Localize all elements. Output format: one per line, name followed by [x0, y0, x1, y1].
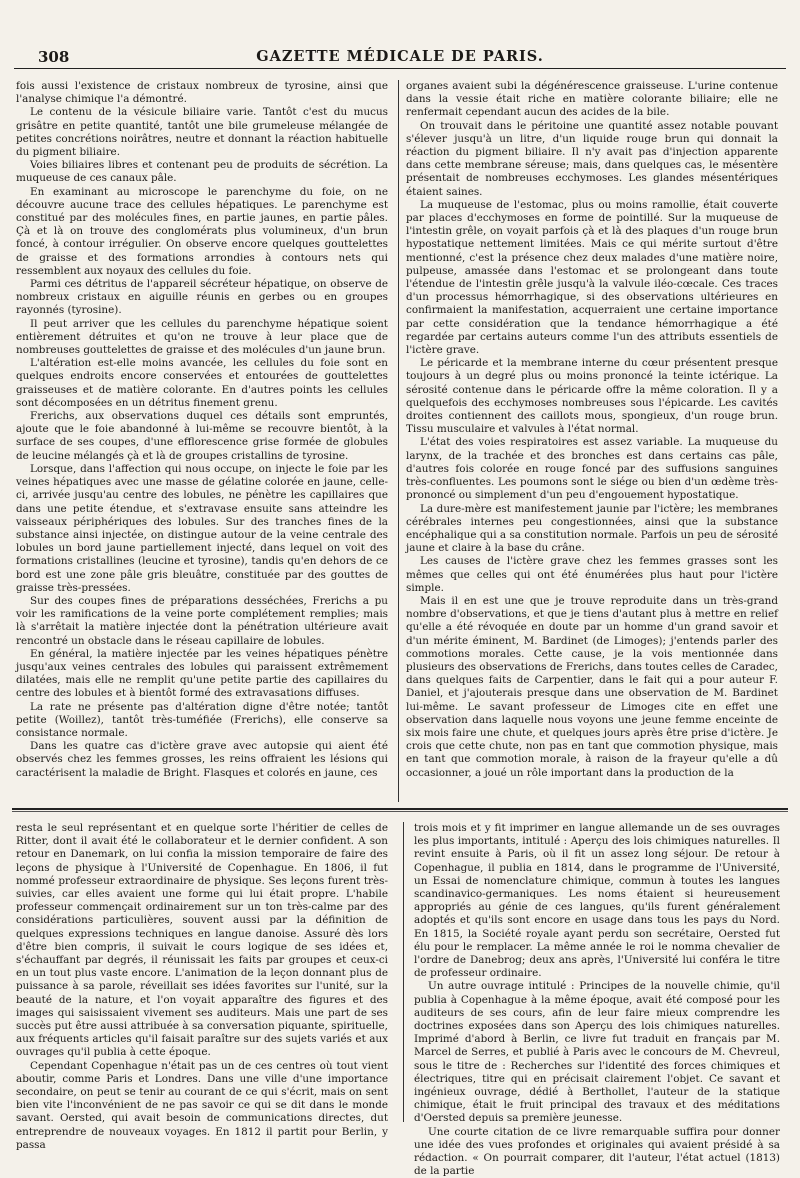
- paragraph: Frerichs, aux observations duquel ces détails sont empruntés, ajoute que le foie abandonné à lui-même se recouvre bientôt, à la surface de ses coupes, d'une efflorescence grise formée de globules de leucine mélangés çà et là de groupes cristallins de tyrosine.: [16, 410, 388, 462]
- section-divider: [12, 808, 788, 810]
- paragraph: On trouvait dans le péritoine une quantité assez notable pouvant s'élever jusqu'à un litre, d'un liquide rouge brun qui donnait la réaction du pigment biliaire. Il n'y avait pas d'injection apparente dans cette membrane séreuse; mais, dans quelques cas, le mésentère présentait de nombreuses ecchymoses. Les glandes mésentériques étaient saines.: [406, 119, 778, 198]
- paragraph: organes avaient subi la dégénérescence graisseuse. L'urine contenue dans la vessie était riche en matière colorante biliaire; elle ne renfermait cependant aucun des acides de la bile.: [406, 80, 778, 119]
- journal-title: GAZETTE MÉDICALE DE PARIS.: [256, 48, 544, 65]
- page-number: 308: [38, 48, 70, 66]
- paragraph: Dans les quatre cas d'ictère grave avec autopsie qui aient été observés chez les femmes grosses, les reins offraient les lésions qui caractérisent la maladie de Bright. Flasques et colorés en jaune, ces: [16, 740, 388, 779]
- column-divider-bottom: [403, 822, 404, 1122]
- paragraph: Le contenu de la vésicule biliaire varie. Tantôt c'est du mucus grisâtre en petite quantité, tantôt une bile grumeleuse mélangée de petites concrétions noirâtres, neutre et donnant la réaction habituelle du pigment biliaire.: [16, 106, 388, 159]
- feuilleton-column-left: [16, 822, 388, 1151]
- paragraph: Lorsque, dans l'affection qui nous occupe, on injecte le foie par les veines hépatiques avec une masse de gélatine colorée en jaune, celle-ci, arrivée jusqu'au centre des lobules, ne pénètre les capillaires que dans une petite étendue, et s'extravase ensuite sans atteindre les vaisseaux périphériques des lobules. Sur des tranches fines de la substance ainsi injectée, on distingue autour de la veine centrale des lobules un bord jaune partiellement injecté, dans lequel on voit des formations cristallines (leucine et tyrosine), tandis qu'en dehors de ce bord est une zone pâle gris bleuâtre, constituée par des gouttes de graisse très-pressées.: [16, 462, 388, 594]
- paragraph: fois aussi l'existence de cristaux nombreux de tyrosine, ainsi que l'analyse chimique l'a démontré.: [16, 80, 388, 106]
- paragraph: resta le seul représentant et en quelque sorte l'héritier de celles de Ritter, dont il avait été le collaborateur et le dernier confident. A son retour en Danemark, on lui confia la mission temporaire de faire des leçons de physique à l'Université de Copenhague. En 1806, il fut nommé professeur extraordinaire de physique. Ses leçons furent très-suivies, car elles avaient une forme qui lui était propre. L'habile professeur commençait ordinairement sur un ton très-calme par des considérations particulières, souvent aussi par la définition de quelques expressions techniques en langue danoise. Assuré dès lors d'être bien compris, il suivait le cours logique de ses idées et, s'échauffant par degrés, il réunissait les faits par groupes et ceux-ci en un tout plus vaste encore. L'animation de la leçon donnant plus de puissance à sa parole, réveillait ses idées favorites sur l'unité, sur la beauté de la nature, et l'on voyait apparaître des figures et des images qui saisissaient vivement ses auditeurs. Mais une part de ses succès put être aussi attribuée à sa conversation piquante, spirituelle, aux fréquents articles qu'il faisait paraître sur des sujets variés et aux ouvrages qu'il publia à cette époque.: [16, 822, 388, 1059]
- column-divider-top: [398, 80, 399, 802]
- paragraph: Une courte citation de ce livre remarquable suffira pour donner une idée des vues profondes et originales qui avaient présidé à sa rédaction. « On pourrait comparer, dit l'auteur, l'état actuel (1813) de la partie: [414, 1125, 780, 1178]
- paragraph: Sur des coupes fines de préparations desséchées, Frerichs a pu voir les ramifications de la veine porte complétement remplies; mais là s'arrêtait la matière injectée dont la pénétration ultérieure avait rencontré un obstacle dans le réseau capillaire de lobules.: [16, 594, 388, 647]
- paragraph: Un autre ouvrage intitulé : Principes de la nouvelle chimie, qu'il publia à Copenhague à la même époque, avait été composé pour les auditeurs de ses cours, afin de leur faire mieux comprendre les doctrines exposées dans son Aperçu des lois chimiques naturelles. Imprimé d'abord à Berlin, ce livre fut traduit en français par M. Marcel de Serres, et publié à Paris avec le concours de M. Chevreul, sous le titre de : Recherches sur l'identité des forces chimiques et électriques, titre qui en précisait clairement l'objet. Ce savant et ingénieux ouvrage, dédié à Berthollet, l'auteur de la statique chimique, était le fruit principal des travaux et des méditations d'Oersted depuis sa première jeunesse.: [414, 980, 780, 1125]
- paragraph: L'état des voies respiratoires est assez variable. La muqueuse du larynx, de la trachée et des bronches est dans certains cas pâle, d'autres fois colorée en rouge foncé par des suffusions sanguines très-confluentes. Les poumons sont le siége ou bien d'un œdème très-prononcé ou simplement d'un peu d'engouement hypostatique.: [406, 436, 778, 502]
- paragraph: Cependant Copenhague n'était pas un de ces centres où tout vient aboutir, comme Paris et Londres. Dans une ville d'une importance secondaire, on peut se tenir au courant de ce qui s'écrit, mais on sent bien vite l'inconvénient de ne pas savoir ce qui se dit dans le monde savant. Oersted, qui avait besoin de communications directes, dut entreprendre de nouveaux voyages. En 1812 il partit pour Berlin, y passa: [16, 1059, 388, 1151]
- paragraph: Voies biliaires libres et contenant peu de produits de sécrétion. La muqueuse de ces canaux pâle.: [16, 159, 388, 185]
- paragraph: La rate ne présente pas d'altération digne d'être notée; tantôt petite (Woillez), tantôt très-tuméfiée (Frerichs), elle conserve sa consistance normale.: [16, 700, 388, 739]
- paragraph: La dure-mère est manifestement jaunie par l'ictère; les membranes cérébrales internes peu congestionnées, ainsi que la substance encéphalique qui a sa constitution normale. Parfois un peu de sérosité jaune et claire à la base du crâne.: [406, 502, 778, 555]
- paragraph: Les causes de l'ictère grave chez les femmes grasses sont les mêmes que celles qui ont été énumérées plus haut pour l'ictère simple.: [406, 555, 778, 594]
- paragraph: La muqueuse de l'estomac, plus ou moins ramollie, était couverte par places d'ecchymoses en forme de pointillé. Sur la muqueuse de l'intestin grêle, on voyait parfois çà et là des plaques d'un rouge brun hypostatique nettement limitées. Mais ce qui mérite surtout d'être mentionné, c'est la présence chez deux malades d'une matière noire, pulpeuse, amassée dans l'estomac et se prolongeant dans toute l'étendue de l'intestin grêle jusqu'à la valvule iléo-cœcale. Ces traces d'un processus hémorrhagique, si des observations ultérieures en confirmaient la manifestation, acquerraient une certaine importance par cette considération que la tendance hémorrhagique a été regardée par certains auteurs comme l'un des attributs essentiels de l'ictère grave.: [406, 198, 778, 357]
- paragraph: En examinant au microscope le parenchyme du foie, on ne découvre aucune trace des cellules hépatiques. Le parenchyme est constitué par des molécules fines, en partie jaunes, en partie pâles. Çà et là on trouve des conglomérats plus volumineux, d'un brun foncé, à contour irrégulier. On observe encore quelques gouttelettes de graisse et des formations arrondies à contours nets qui ressemblent aux noyaux des cellules du foie.: [16, 185, 388, 277]
- paragraph: Parmi ces détritus de l'appareil sécréteur hépatique, on observe de nombreux cristaux en aiguille réunis en gerbes ou en groupes rayonnés (tyrosine).: [16, 278, 388, 317]
- section-divider-secondary: [12, 811, 788, 812]
- paragraph: trois mois et y fit imprimer en langue allemande un de ses ouvrages les plus importants, intitulé : Aperçu des lois chimiques naturelles. Il revint ensuite à Paris, où il fit un assez long séjour. De retour à Copenhague, il publia en 1814, dans le programme de l'Université, un Essai de nomenclature chimique, commun à toutes les langues scandinavico-germaniques. Les noms étaient si heureusement appropriés au génie de ces langues, qu'ils furent généralement adoptés et qu'ils sont encore en usage dans tous les pays du Nord. En 1815, la Société royale ayant perdu son secrétaire, Oersted fut élu pour le remplacer. La même année le roi le nomma chevalier de l'ordre de Danebrog; deux ans après, l'Université lui conféra le titre de professeur ordinaire.: [414, 822, 780, 980]
- paragraph: Mais il en est une que je trouve reproduite dans un très-grand nombre d'observations, et que je tiens d'autant plus à mettre en relief qu'elle a été révoquée en doute par un homme d'un grand savoir et d'un mérite éminent, M. Bardinet (de Limoges); j'entends parler des commotions morales. Cette cause, je la vois mentionnée dans plusieurs des observations de Frerichs, dans toutes celles de Caradec, dans quelques faits de Carpentier, dans le fait qui a pour auteur F. Daniel, et j'ajouterais presque dans une observation de M. Bardinet lui-même. Le savant professeur de Limoges cite en effet une observation dans laquelle nous voyons une jeune femme enceinte de six mois faire une chute, et quelques jours après être prise d'ictère. Je crois que cette chute, non pas en tant que commotion physique, mais en tant que commotion morale, à raison de la frayeur qu'elle a dû occasionner, a joué un rôle important dans la production de la: [406, 594, 778, 779]
- feuilleton-column-right: [414, 822, 780, 1178]
- paragraph: L'altération est-elle moins avancée, les cellules du foie sont en quelques endroits encore conservées et entourées de gouttelettes graisseuses et de matière colorante. En d'autres points les cellules sont décomposées en un détritus finement grenu.: [16, 357, 388, 409]
- paragraph: Le péricarde et la membrane interne du cœur présentent presque toujours à un degré plus ou moins prononcé la teinte ictérique. La sérosité contenue dans le péricarde offre la même coloration. Il y a quelquefois des ecchymoses nombreuses sous l'épicarde. Les cavités droites contiennent des caillots mous, spongieux, d'un rouge brun. Tissu musculaire et valvules à l'état normal.: [406, 357, 778, 436]
- article-column-top-left: [16, 80, 388, 802]
- page-header: [14, 48, 786, 69]
- paragraph: En général, la matière injectée par les veines hépatiques pénètre jusqu'aux veines centrales des lobules qui paraissent extrêmement dilatées, mais elle ne remplit qu'une petite partie des capillaires du centre des lobules et à bientôt formé des extravasations diffuses.: [16, 647, 388, 700]
- paragraph: Il peut arriver que les cellules du parenchyme hépatique soient entièrement détruites et qu'on ne trouve à leur place que de nombreuses gouttelettes de graisse et des molécules d'un jaune brun.: [16, 317, 388, 357]
- article-column-top-right: [406, 80, 778, 802]
